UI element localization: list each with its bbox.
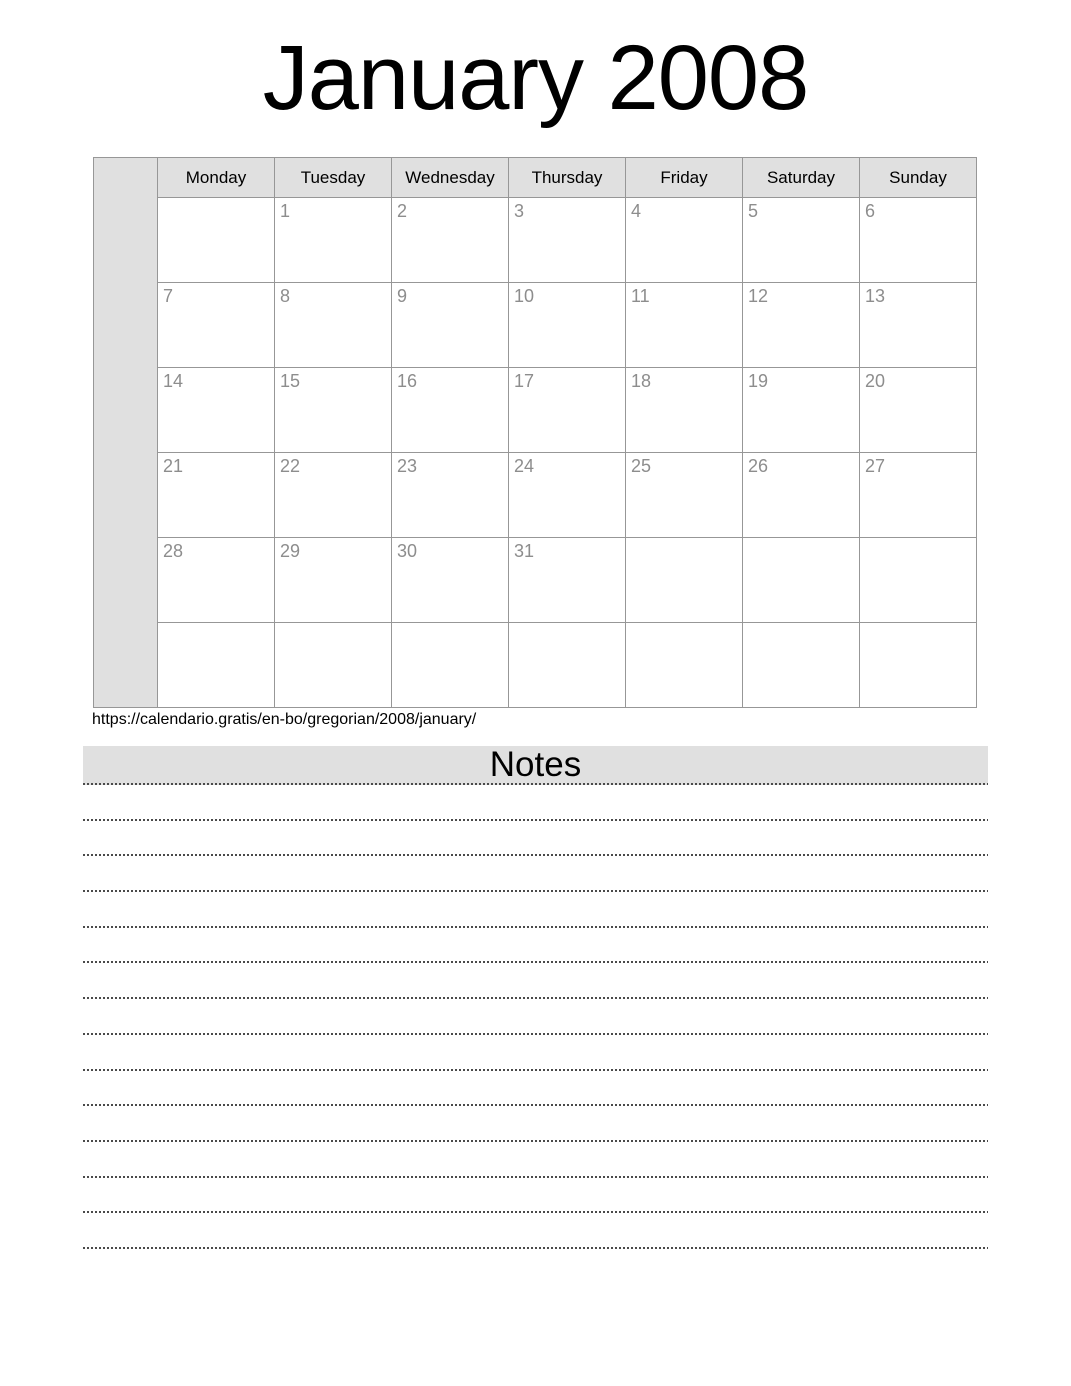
date-cell: 16	[392, 368, 509, 453]
date-cell	[158, 198, 275, 283]
source-url-link[interactable]: https://calendario.gratis/en-bo/gregorian/2008/january/	[92, 711, 477, 728]
day-header-sunday: Sunday	[860, 158, 977, 198]
date-cell: 4	[626, 198, 743, 283]
note-line	[83, 963, 988, 999]
date-cell: 19	[743, 368, 860, 453]
date-cell: 22	[275, 453, 392, 538]
date-cell: 17	[509, 368, 626, 453]
date-cell: 5	[743, 198, 860, 283]
note-line	[83, 928, 988, 964]
notes-header-bar	[83, 746, 988, 785]
note-line	[83, 785, 988, 821]
date-cell: 26	[743, 453, 860, 538]
note-line	[83, 1213, 988, 1249]
date-cell: 7	[158, 283, 275, 368]
date-cell: 10	[509, 283, 626, 368]
side-column	[94, 158, 158, 708]
day-header-tuesday: Tuesday	[275, 158, 392, 198]
date-cell: 25	[626, 453, 743, 538]
week-row	[94, 283, 977, 368]
date-cell: 11	[626, 283, 743, 368]
date-cell	[743, 623, 860, 708]
week-row	[94, 198, 977, 283]
note-line	[83, 1106, 988, 1142]
date-cell: 8	[275, 283, 392, 368]
date-cell: 31	[509, 538, 626, 623]
date-cell: 24	[509, 453, 626, 538]
date-cell: 9	[392, 283, 509, 368]
week-row	[94, 368, 977, 453]
date-cell	[392, 623, 509, 708]
date-cell: 14	[158, 368, 275, 453]
date-cell: 15	[275, 368, 392, 453]
date-cell: 20	[860, 368, 977, 453]
date-cell: 27	[860, 453, 977, 538]
date-cell: 28	[158, 538, 275, 623]
note-line	[83, 1071, 988, 1107]
day-header-wednesday: Wednesday	[392, 158, 509, 198]
date-cell	[158, 623, 275, 708]
note-line	[83, 999, 988, 1035]
note-line	[83, 821, 988, 857]
date-cell	[860, 538, 977, 623]
note-line	[83, 856, 988, 892]
date-cell: 12	[743, 283, 860, 368]
date-cell	[626, 623, 743, 708]
note-line	[83, 1035, 988, 1071]
date-cell	[626, 538, 743, 623]
date-cell: 30	[392, 538, 509, 623]
date-cell: 3	[509, 198, 626, 283]
date-cell: 2	[392, 198, 509, 283]
note-line	[83, 1142, 988, 1178]
day-header-friday: Friday	[626, 158, 743, 198]
date-cell: 18	[626, 368, 743, 453]
date-cell	[275, 623, 392, 708]
day-header-thursday: Thursday	[509, 158, 626, 198]
date-cell: 13	[860, 283, 977, 368]
date-cell: 23	[392, 453, 509, 538]
date-cell: 29	[275, 538, 392, 623]
week-row	[94, 623, 977, 708]
date-cell: 6	[860, 198, 977, 283]
date-cell: 1	[275, 198, 392, 283]
date-cell	[743, 538, 860, 623]
notes-lines	[83, 785, 988, 1249]
notes-title: Notes	[489, 745, 582, 784]
week-row	[94, 538, 977, 623]
day-header-saturday: Saturday	[743, 158, 860, 198]
week-row	[94, 453, 977, 538]
day-header-monday: Monday	[158, 158, 275, 198]
date-cell	[860, 623, 977, 708]
date-cell	[509, 623, 626, 708]
day-header-row	[94, 158, 977, 198]
note-line	[83, 1178, 988, 1214]
note-line	[83, 892, 988, 928]
month-title: January 2008	[262, 27, 809, 129]
date-cell: 21	[158, 453, 275, 538]
calendar-table	[93, 157, 977, 708]
